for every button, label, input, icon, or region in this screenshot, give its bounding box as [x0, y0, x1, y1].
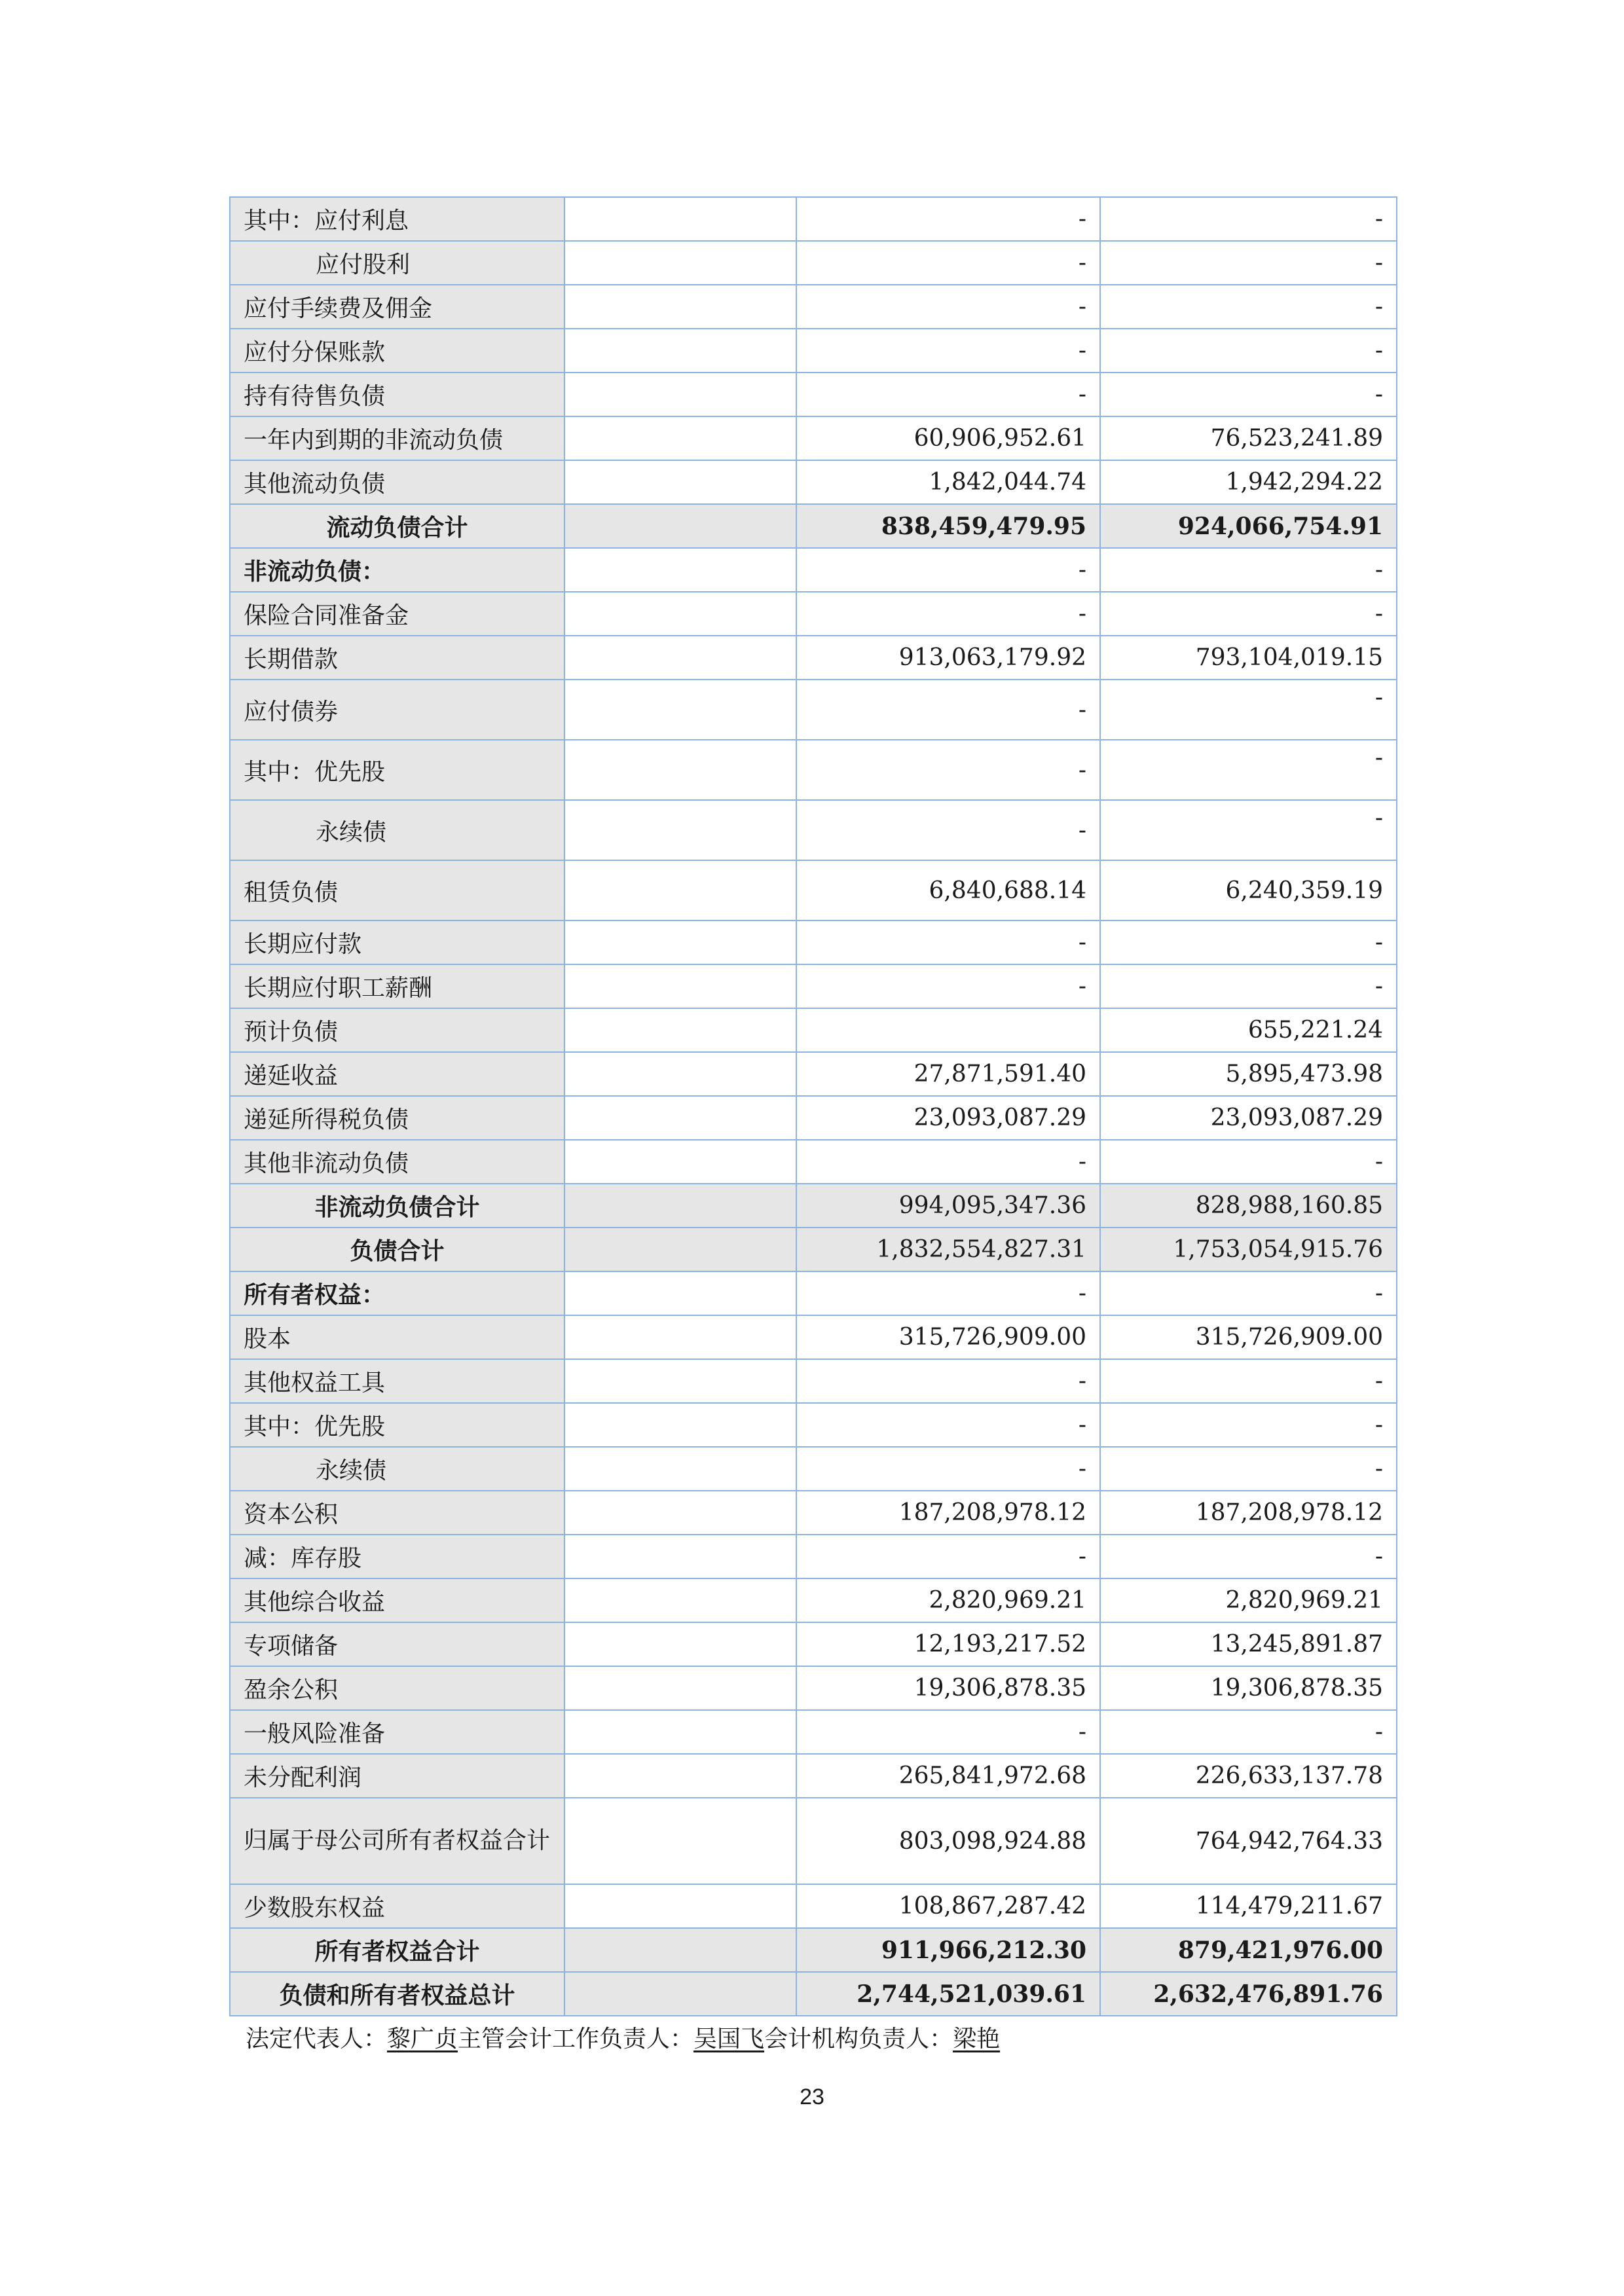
table-row: [230, 1096, 1397, 1140]
table-row: [230, 1052, 1397, 1096]
table-row: [230, 964, 1397, 1008]
note-cell: [564, 1491, 796, 1535]
table-row: [230, 548, 1397, 592]
period-end-value: 265,841,972.68: [796, 1754, 1100, 1798]
prior-period-value: 13,245,891.87: [1100, 1622, 1397, 1666]
row-label: 所有者权益合计: [230, 1928, 564, 1972]
note-cell: [564, 1622, 796, 1666]
row-label: 永续债: [230, 800, 564, 860]
prior-period-value: -: [1100, 197, 1397, 241]
period-end-value: 23,093,087.29: [796, 1096, 1100, 1140]
table-row: [230, 373, 1397, 416]
table-row: [230, 1798, 1397, 1884]
period-end-value: 1,832,554,827.31: [796, 1228, 1100, 1271]
period-end-value: -: [796, 1359, 1100, 1403]
note-cell: [564, 1184, 796, 1228]
table-row: [230, 1928, 1397, 1972]
row-label: 其中：应付利息: [230, 197, 564, 241]
note-cell: [564, 592, 796, 636]
row-label: 未分配利润: [230, 1754, 564, 1798]
note-cell: [564, 1666, 796, 1710]
note-cell: [564, 1359, 796, 1403]
row-label: 一年内到期的非流动负债: [230, 416, 564, 460]
note-cell: [564, 1972, 796, 2016]
prior-period-value: 2,632,476,891.76: [1100, 1972, 1397, 2016]
row-label: 少数股东权益: [230, 1884, 564, 1928]
note-cell: [564, 1271, 796, 1315]
note-cell: [564, 329, 796, 373]
note-cell: [564, 1710, 796, 1754]
note-cell: [564, 416, 796, 460]
accounting-org-name: 梁艳: [953, 2026, 1001, 2052]
row-label: 非流动负债：: [230, 548, 564, 592]
note-cell: [564, 636, 796, 680]
prior-period-value: 793,104,019.15: [1100, 636, 1397, 680]
prior-period-value: -: [1100, 1271, 1397, 1315]
row-label: 保险合同准备金: [230, 592, 564, 636]
note-cell: [564, 1140, 796, 1184]
row-label: 盈余公积: [230, 1666, 564, 1710]
period-end-value: 2,744,521,039.61: [796, 1972, 1100, 2016]
row-label: 减：库存股: [230, 1535, 564, 1578]
row-label: 归属于母公司所有者权益合计: [230, 1798, 564, 1884]
prior-period-value: -: [1100, 285, 1397, 329]
prior-period-value: -: [1100, 1403, 1397, 1447]
period-end-value: -: [796, 1447, 1100, 1491]
prior-period-value: 23,093,087.29: [1100, 1096, 1397, 1140]
row-label: 资本公积: [230, 1491, 564, 1535]
prior-period-value: -: [1100, 373, 1397, 416]
table-row: [230, 241, 1397, 285]
period-end-value: 1,842,044.74: [796, 460, 1100, 504]
prior-period-value: 187,208,978.12: [1100, 1491, 1397, 1535]
period-end-value: -: [796, 740, 1100, 800]
prior-period-value: -: [1100, 800, 1397, 860]
signature-line: [246, 2020, 1000, 2054]
row-label: 预计负债: [230, 1008, 564, 1052]
prior-period-value: 1,753,054,915.76: [1100, 1228, 1397, 1271]
accounting-head-name: 吴国飞: [693, 2026, 765, 2052]
note-cell: [564, 964, 796, 1008]
table-row: [230, 1710, 1397, 1754]
row-label: 其他非流动负债: [230, 1140, 564, 1184]
note-cell: [564, 1578, 796, 1622]
table-row: [230, 1666, 1397, 1710]
note-cell: [564, 1884, 796, 1928]
table-row: [230, 285, 1397, 329]
note-cell: [564, 1798, 796, 1884]
period-end-value: -: [796, 1140, 1100, 1184]
table-row: [230, 329, 1397, 373]
row-label: 一般风险准备: [230, 1710, 564, 1754]
table-row: [230, 1184, 1397, 1228]
note-cell: [564, 548, 796, 592]
note-cell: [564, 860, 796, 920]
row-label: 应付手续费及佣金: [230, 285, 564, 329]
table-row: [230, 740, 1397, 800]
balance-sheet-body: [230, 197, 1397, 2016]
row-label: 应付分保账款: [230, 329, 564, 373]
prior-period-value: -: [1100, 592, 1397, 636]
period-end-value: 108,867,287.42: [796, 1884, 1100, 1928]
period-end-value: 994,095,347.36: [796, 1184, 1100, 1228]
note-cell: [564, 740, 796, 800]
period-end-value: 2,820,969.21: [796, 1578, 1100, 1622]
note-cell: [564, 373, 796, 416]
prior-period-value: 114,479,211.67: [1100, 1884, 1397, 1928]
table-row: [230, 592, 1397, 636]
table-row: [230, 416, 1397, 460]
period-end-value: -: [796, 373, 1100, 416]
table-row: [230, 1008, 1397, 1052]
note-cell: [564, 1403, 796, 1447]
legal-rep-name: 黎广贞: [387, 2026, 458, 2052]
period-end-value: 60,906,952.61: [796, 416, 1100, 460]
period-end-value: [796, 1008, 1100, 1052]
period-end-value: -: [796, 1710, 1100, 1754]
period-end-value: 187,208,978.12: [796, 1491, 1100, 1535]
note-cell: [564, 1315, 796, 1359]
table-row: [230, 1754, 1397, 1798]
period-end-value: 315,726,909.00: [796, 1315, 1100, 1359]
table-row: [230, 1578, 1397, 1622]
table-row: [230, 680, 1397, 740]
row-label: 其中：优先股: [230, 740, 564, 800]
table-row: [230, 197, 1397, 241]
table-row: [230, 1447, 1397, 1491]
row-label: 所有者权益：: [230, 1271, 564, 1315]
table-row: [230, 1535, 1397, 1578]
accounting-org-label: 会计机构负责人：: [764, 2026, 953, 2052]
row-label: 租赁负债: [230, 860, 564, 920]
row-label: 长期应付款: [230, 920, 564, 964]
period-end-value: -: [796, 1271, 1100, 1315]
period-end-value: -: [796, 800, 1100, 860]
table-row: [230, 1271, 1397, 1315]
prior-period-value: -: [1100, 1710, 1397, 1754]
page-number: 23: [800, 2085, 824, 2109]
prior-period-value: -: [1100, 1535, 1397, 1578]
row-label: 负债合计: [230, 1228, 564, 1271]
table-row: [230, 1359, 1397, 1403]
period-end-value: -: [796, 592, 1100, 636]
note-cell: [564, 504, 796, 548]
table-row: [230, 1228, 1397, 1271]
legal-rep-label: 法定代表人：: [246, 2026, 388, 2052]
balance-sheet-table: [229, 196, 1397, 2016]
table-row: [230, 1315, 1397, 1359]
prior-period-value: -: [1100, 1359, 1397, 1403]
note-cell: [564, 285, 796, 329]
period-end-value: -: [796, 197, 1100, 241]
note-cell: [564, 1928, 796, 1972]
table-row: [230, 1972, 1397, 2016]
row-label: 其他流动负债: [230, 460, 564, 504]
prior-period-value: -: [1100, 548, 1397, 592]
period-end-value: -: [796, 920, 1100, 964]
period-end-value: 12,193,217.52: [796, 1622, 1100, 1666]
period-end-value: -: [796, 1535, 1100, 1578]
period-end-value: -: [796, 285, 1100, 329]
note-cell: [564, 241, 796, 285]
table-row: [230, 504, 1397, 548]
period-end-value: 6,840,688.14: [796, 860, 1100, 920]
table-row: [230, 1884, 1397, 1928]
row-label: 长期借款: [230, 636, 564, 680]
note-cell: [564, 1754, 796, 1798]
note-cell: [564, 460, 796, 504]
row-label: 递延收益: [230, 1052, 564, 1096]
note-cell: [564, 680, 796, 740]
prior-period-value: -: [1100, 680, 1397, 740]
prior-period-value: -: [1100, 1447, 1397, 1491]
note-cell: [564, 800, 796, 860]
prior-period-value: 315,726,909.00: [1100, 1315, 1397, 1359]
period-end-value: 27,871,591.40: [796, 1052, 1100, 1096]
table-row: [230, 1140, 1397, 1184]
row-label: 非流动负债合计: [230, 1184, 564, 1228]
row-label: 持有待售负债: [230, 373, 564, 416]
prior-period-value: 76,523,241.89: [1100, 416, 1397, 460]
period-end-value: 19,306,878.35: [796, 1666, 1100, 1710]
table-row: [230, 920, 1397, 964]
table-row: [230, 860, 1397, 920]
prior-period-value: 2,820,969.21: [1100, 1578, 1397, 1622]
note-cell: [564, 197, 796, 241]
table-row: [230, 800, 1397, 860]
note-cell: [564, 1228, 796, 1271]
note-cell: [564, 920, 796, 964]
note-cell: [564, 1096, 796, 1140]
prior-period-value: -: [1100, 920, 1397, 964]
row-label: 应付债券: [230, 680, 564, 740]
note-cell: [564, 1535, 796, 1578]
row-label: 其中：优先股: [230, 1403, 564, 1447]
table-row: [230, 636, 1397, 680]
prior-period-value: 879,421,976.00: [1100, 1928, 1397, 1972]
period-end-value: 911,966,212.30: [796, 1928, 1100, 1972]
prior-period-value: -: [1100, 241, 1397, 285]
prior-period-value: -: [1100, 740, 1397, 800]
row-label: 负债和所有者权益总计: [230, 1972, 564, 2016]
period-end-value: -: [796, 241, 1100, 285]
prior-period-value: -: [1100, 1140, 1397, 1184]
period-end-value: 913,063,179.92: [796, 636, 1100, 680]
table-row: [230, 1622, 1397, 1666]
row-label: 应付股利: [230, 241, 564, 285]
row-label: 其他权益工具: [230, 1359, 564, 1403]
prior-period-value: 924,066,754.91: [1100, 504, 1397, 548]
prior-period-value: 1,942,294.22: [1100, 460, 1397, 504]
accounting-head-label: 主管会计工作负责人：: [458, 2026, 694, 2052]
row-label: 股本: [230, 1315, 564, 1359]
prior-period-value: 226,633,137.78: [1100, 1754, 1397, 1798]
note-cell: [564, 1008, 796, 1052]
note-cell: [564, 1447, 796, 1491]
table-row: [230, 460, 1397, 504]
prior-period-value: 828,988,160.85: [1100, 1184, 1397, 1228]
period-end-value: 838,459,479.95: [796, 504, 1100, 548]
prior-period-value: 764,942,764.33: [1100, 1798, 1397, 1884]
period-end-value: -: [796, 964, 1100, 1008]
prior-period-value: -: [1100, 329, 1397, 373]
table-row: [230, 1403, 1397, 1447]
prior-period-value: -: [1100, 964, 1397, 1008]
table-row: [230, 1491, 1397, 1535]
note-cell: [564, 1052, 796, 1096]
period-end-value: -: [796, 680, 1100, 740]
period-end-value: 803,098,924.88: [796, 1798, 1100, 1884]
period-end-value: -: [796, 329, 1100, 373]
prior-period-value: 5,895,473.98: [1100, 1052, 1397, 1096]
row-label: 长期应付职工薪酬: [230, 964, 564, 1008]
row-label: 流动负债合计: [230, 504, 564, 548]
prior-period-value: 19,306,878.35: [1100, 1666, 1397, 1710]
row-label: 其他综合收益: [230, 1578, 564, 1622]
row-label: 永续债: [230, 1447, 564, 1491]
row-label: 专项储备: [230, 1622, 564, 1666]
prior-period-value: 655,221.24: [1100, 1008, 1397, 1052]
period-end-value: -: [796, 1403, 1100, 1447]
period-end-value: -: [796, 548, 1100, 592]
prior-period-value: 6,240,359.19: [1100, 860, 1397, 920]
row-label: 递延所得税负债: [230, 1096, 564, 1140]
